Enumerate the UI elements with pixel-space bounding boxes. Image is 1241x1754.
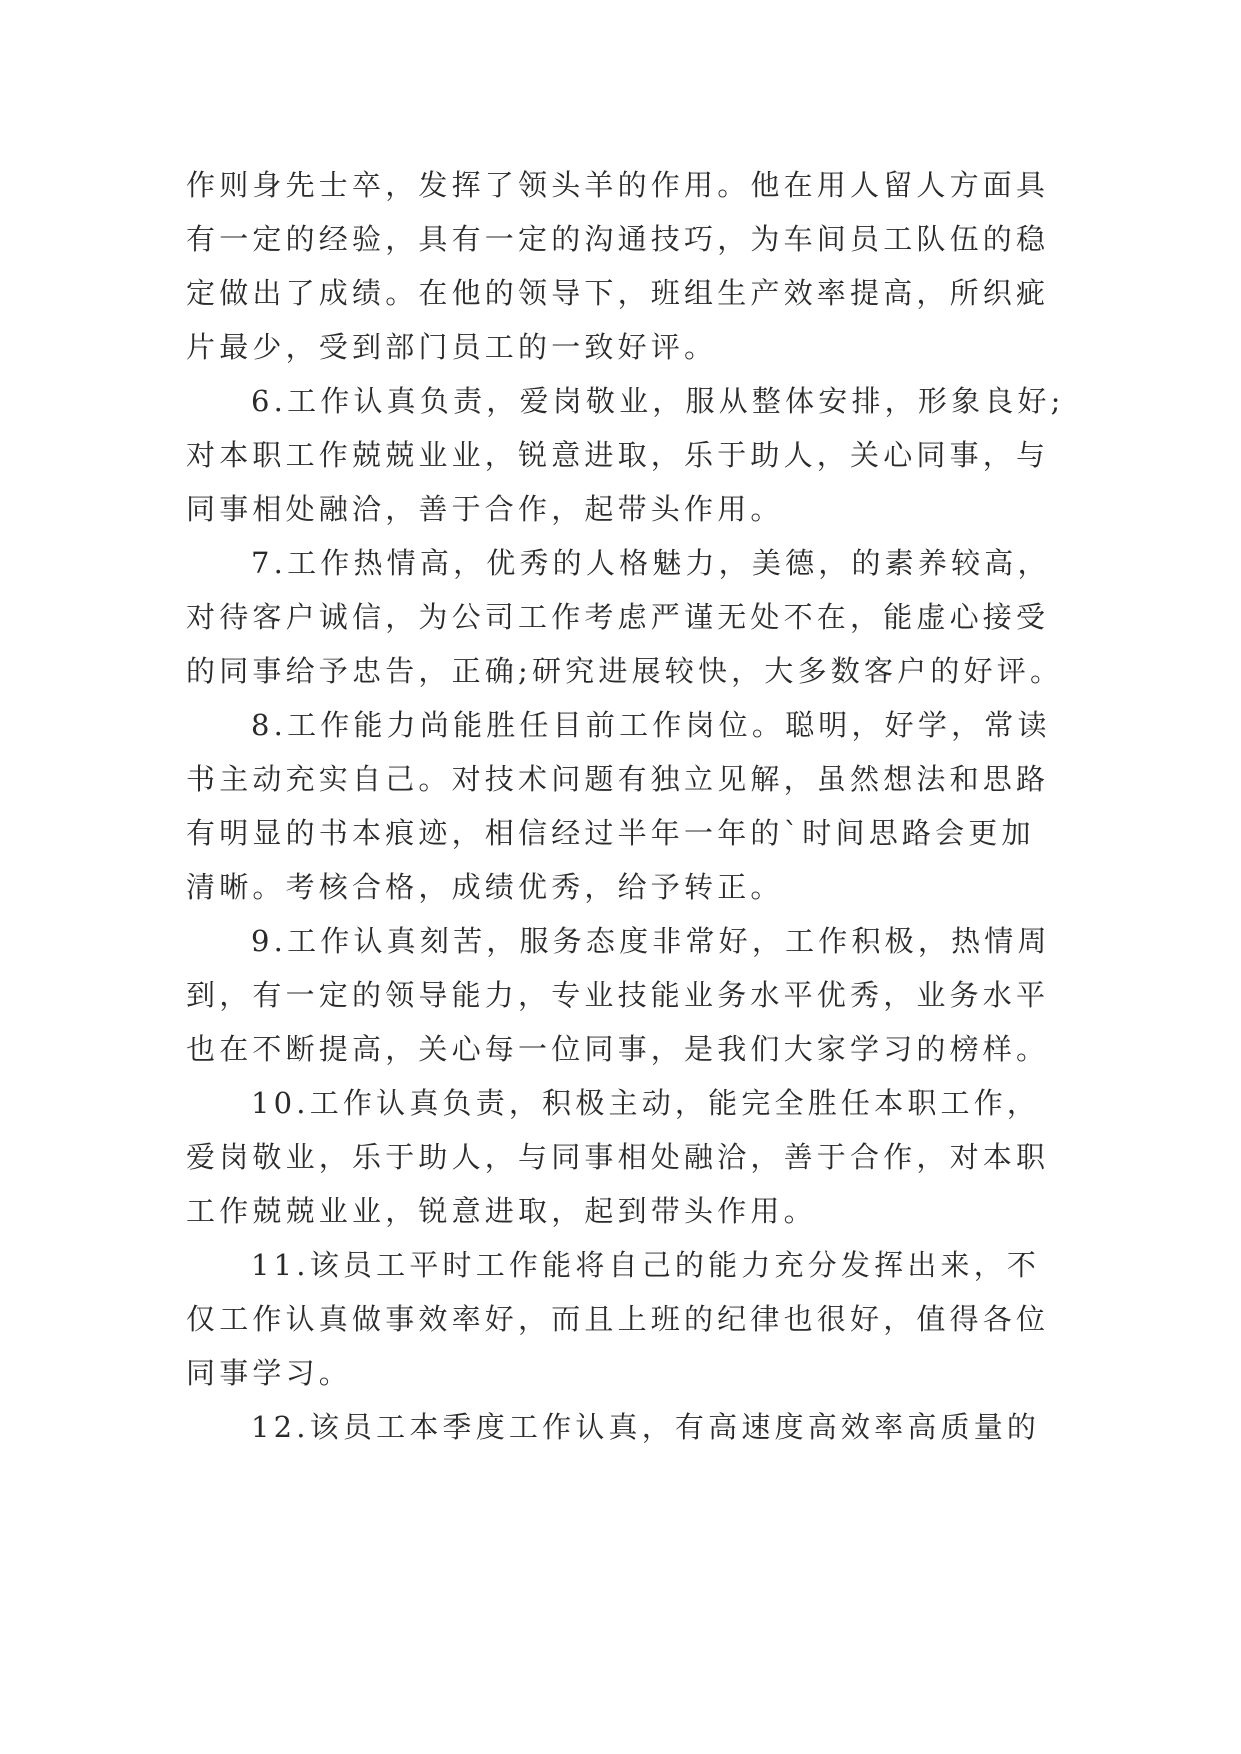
paragraph-6-first-line: 6.工作认真负责，爱岗敬业，服从整体安排，形象良好; [251, 384, 1065, 418]
paragraph-8-first-line: 8.工作能力尚能胜任目前工作岗位。聪明，好学，常读 [251, 708, 1051, 742]
text-line: 作则身先士卒，发挥了领头羊的作用。他在用人留人方面具 [186, 168, 1050, 202]
paragraph-11-first-line: 11.该员工平时工作能将自己的能力充分发挥出来，不 [251, 1248, 1041, 1282]
text-line: 有一定的经验，具有一定的沟通技巧，为车间员工队伍的稳 [186, 222, 1050, 256]
paragraph-9-first-line: 9.工作认真刻苦，服务态度非常好，工作积极，热情周 [251, 924, 1051, 958]
text-line: 工作兢兢业业，锐意进取，起到带头作用。 [186, 1194, 817, 1228]
text-line: 到，有一定的领导能力，专业技能业务水平优秀，业务水平 [186, 978, 1050, 1012]
text-line: 爱岗敬业，乐于助人，与同事相处融洽，善于合作，对本职 [186, 1140, 1050, 1174]
text-line: 也在不断提高，关心每一位同事，是我们大家学习的榜样。 [186, 1032, 1050, 1066]
text-line: 的同事给予忠告，正确;研究进展较快，大多数客户的好评。 [186, 654, 1064, 688]
text-line: 同事学习。 [186, 1356, 353, 1390]
text-line: 定做出了成绩。在他的领导下，班组生产效率提高，所织疵 [186, 276, 1050, 310]
text-line: 有明显的书本痕迹，相信经过半年一年的`时间思路会更加 [186, 816, 1035, 850]
paragraph-7-first-line: 7.工作热情高，优秀的人格魅力，美德，的素养较高， [251, 546, 1051, 580]
paragraph-12-first-line: 12.该员工本季度工作认真，有高速度高效率高质量的 [251, 1410, 1041, 1444]
document-body [186, 158, 1065, 1454]
paragraph-10-first-line: 10.工作认真负责，积极主动，能完全胜任本职工作， [251, 1086, 1041, 1120]
text-line: 对待客户诚信，为公司工作考虑严谨无处不在，能虚心接受 [186, 600, 1050, 634]
text-line: 书主动充实自己。对技术问题有独立见解，虽然想法和思路 [186, 762, 1050, 796]
text-line: 对本职工作兢兢业业，锐意进取，乐于助人，关心同事，与 [186, 438, 1050, 472]
text-line: 片最少，受到部门员工的一致好评。 [186, 330, 718, 364]
text-line: 清晰。考核合格，成绩优秀，给予转正。 [186, 870, 784, 904]
text-line: 同事相处融洽，善于合作，起带头作用。 [186, 492, 784, 526]
text-line: 仅工作认真做事效率好，而且上班的纪律也很好，值得各位 [186, 1302, 1050, 1336]
